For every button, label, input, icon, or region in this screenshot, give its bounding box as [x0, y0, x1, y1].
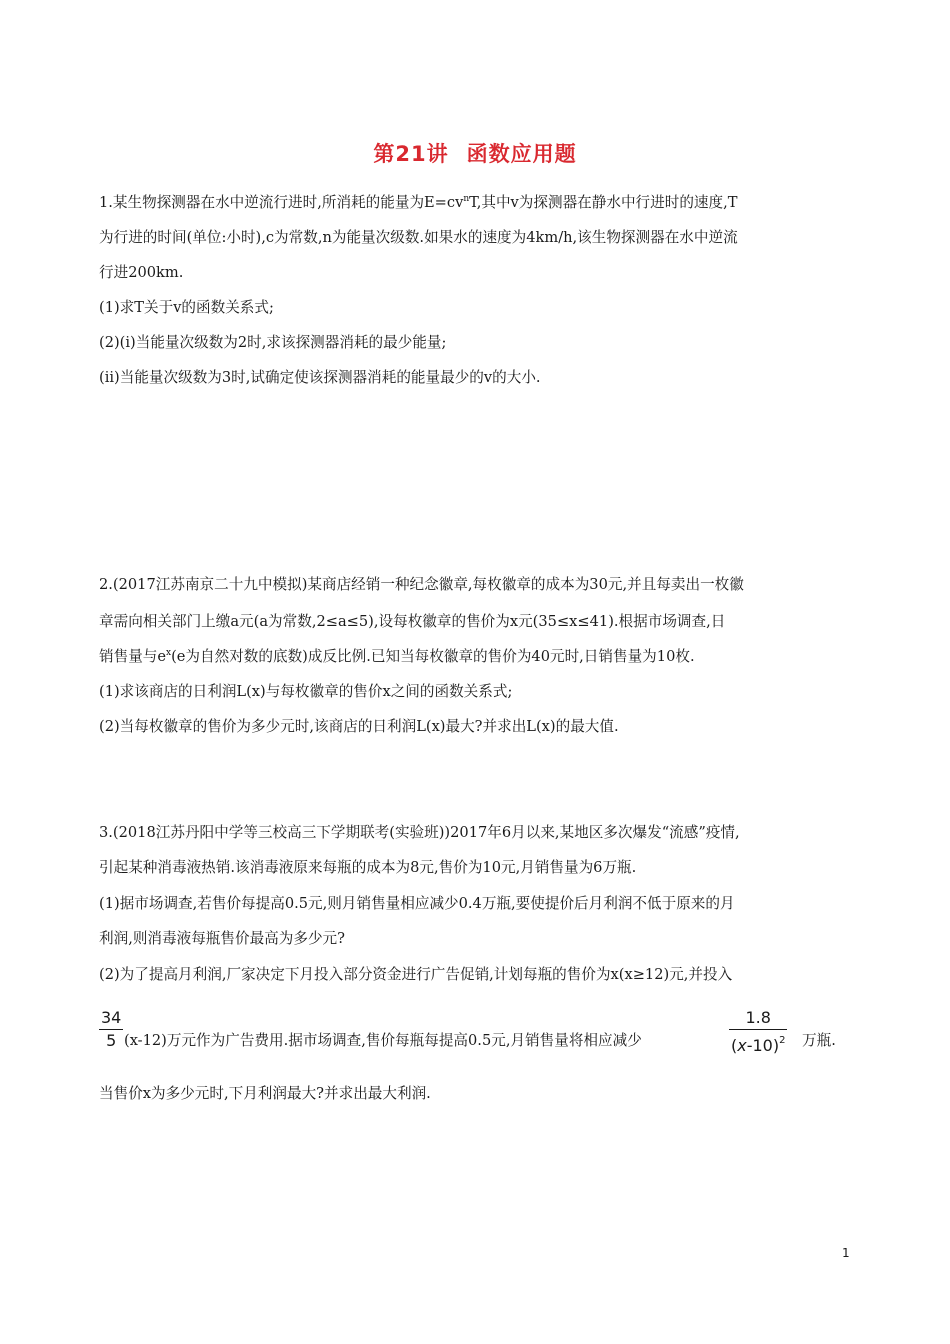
- q3-part-1-line-2: 利润,则消毒液每瓶售价最高为多少元?: [99, 930, 345, 947]
- q2-part-2: (2)当每枚徽章的售价为多少元时,该商店的日利润L(x)最大?并求出L(x)的最大值.: [99, 718, 619, 735]
- q2-line-1: 2.(2017江苏南京二十九中模拟)某商店经销一种纪念徽章,每枚徽章的成本为30元,并且每卖出一枚徽: [99, 576, 744, 593]
- q3-part-2-line-2: (x-12)万元作为广告费用.据市场调查,售价每瓶每提高0.5元,月销售量将相应减少: [124, 1032, 642, 1049]
- title-topic: 函数应用题: [466, 142, 577, 166]
- q1-line-1: 1.某生物探测器在水中逆流行进时,所消耗的能量为$E=cv^nT$,其中v为探测器在静水中行进时的速度,T: [99, 194, 738, 211]
- q1-part-2ii: (ii)当能量次级数为3时,试确定使该探测器消耗的能量最少的v的大小.: [99, 369, 541, 386]
- fraction-denominator: $(x-10)^2$: [731, 1035, 786, 1055]
- q1-part-1: (1)求T关于v的函数关系式;: [99, 299, 274, 316]
- q1-part-2i: (2)(i)当能量次级数为2时,求该探测器消耗的最少能量;: [99, 334, 447, 351]
- fraction-numerator: 1.8: [745, 1008, 771, 1027]
- q3-part-2-line-1: (2)为了提高月利润,厂家决定下月投入部分资金进行广告促销,计划每瓶的售价为x(x≥12)元,并投入: [99, 966, 733, 983]
- page-title: [0, 138, 950, 168]
- title-lesson: 第21讲: [373, 142, 449, 166]
- page-number: 1: [842, 1246, 850, 1260]
- q3-part-1-line-1: (1)据市场调查,若售价每提高0.5元,则月销售量相应减少0.4万瓶,要使提价后月利润不低于原来的月: [99, 895, 735, 912]
- fraction-denominator: 5: [106, 1031, 117, 1050]
- q2-line-3: 销售量与$e^x(e$为自然对数的底数)成反比例.已知当每枚徽章的售价为40元时,日销售量为10枚.: [99, 648, 695, 665]
- q1-line-2: 为行进的时间(单位:小时),c为常数,n为能量次级数.如果水的速度为4km/h,该生物探测器在水中逆流: [99, 229, 738, 246]
- q2-part-1: (1)求该商店的日利润L(x)与每枚徽章的售价x之间的函数关系式;: [99, 683, 513, 700]
- q2-exponent-x: x: [166, 648, 172, 658]
- q3-part-2-line-3: 当售价x为多少元时,下月利润最大?并求出最大利润.: [99, 1085, 431, 1102]
- q1-line-3: 行进200km.: [99, 264, 184, 281]
- q3-line-1: 3.(2018江苏丹阳中学等三校高三下学期联考(实验班))2017年6月以来,某地区多次爆发“流感”疫情,: [99, 824, 740, 841]
- q2-line-2: 章需向相关部门上缴a元(a为常数,2≤a≤5),设每枚徽章的售价为x元(35≤x≤41).根据市场调查,日: [99, 613, 726, 630]
- fraction-1.8-over-x-minus-10-squared: [729, 1009, 787, 1055]
- fraction-numerator: 34: [101, 1008, 122, 1027]
- fraction-34-over-5: [99, 1009, 123, 1050]
- q1-exponent-n: n: [463, 194, 470, 204]
- q3-line-2: 引起某种消毒液热销.该消毒液原来每瓶的成本为8元,售价为10元,月销售量为6万瓶.: [99, 859, 637, 876]
- q3-unit-wanping: 万瓶.: [802, 1032, 836, 1049]
